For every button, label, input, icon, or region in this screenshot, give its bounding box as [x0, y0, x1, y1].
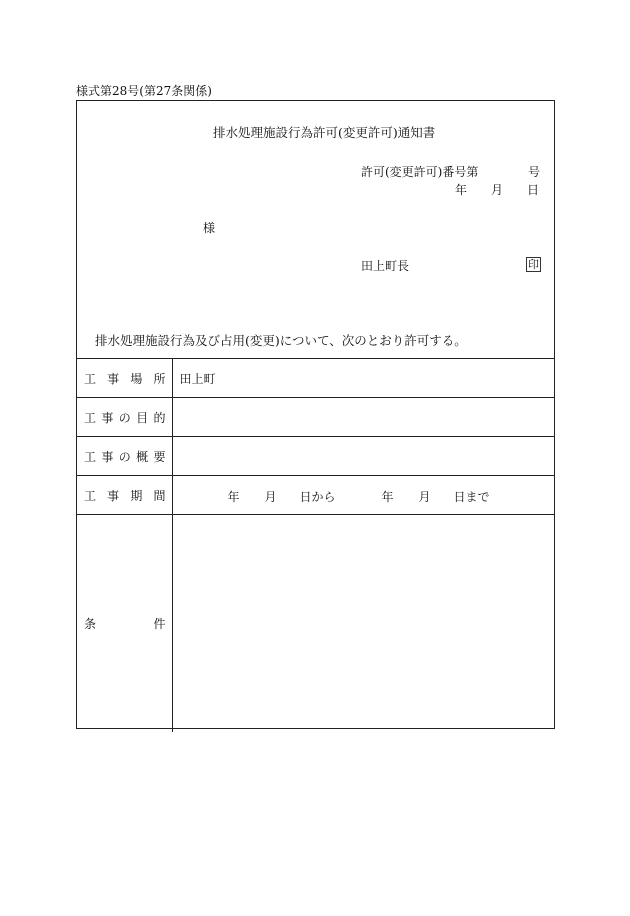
period-value: [172, 476, 555, 515]
date-day: 日: [527, 183, 540, 197]
row-location: [76, 359, 555, 398]
period-end-day: 日まで: [453, 490, 490, 504]
purpose-value: [172, 398, 555, 437]
form-number: 様式第28号(第27条関係): [76, 84, 212, 98]
purpose-label: 工事の目的: [76, 398, 172, 437]
period-end-year: 年: [381, 490, 394, 504]
document-title: 排水処理施設行為許可(変更許可)通知書: [213, 125, 436, 140]
period-start-month: 月: [264, 490, 277, 504]
issuer-name: 田上町長: [361, 259, 410, 273]
row-period: [76, 476, 555, 515]
notice-form: [76, 100, 555, 729]
addressee-honorific: 様: [203, 221, 216, 235]
overview-value: [172, 437, 555, 476]
row-purpose: [76, 398, 555, 437]
period-start-day: 日から: [299, 490, 336, 504]
location-label: 工事場所: [76, 359, 172, 398]
intro-text: 排水処理施設行為及び占用(変更)について、次のとおり許可する。: [95, 333, 467, 348]
seal-stamp: 印: [528, 258, 539, 271]
date-year: 年: [455, 183, 468, 197]
period-end-month: 月: [418, 490, 431, 504]
period-start-year: 年: [227, 490, 240, 504]
details-table: [76, 358, 555, 732]
overview-label: 工事の概要: [76, 437, 172, 476]
permit-number-suffix: 号: [528, 165, 541, 179]
row-conditions: [76, 515, 555, 733]
location-value: 田上町: [172, 359, 555, 398]
conditions-value: [172, 515, 555, 733]
conditions-label: 条件: [76, 515, 172, 733]
date-month: 月: [491, 183, 504, 197]
row-overview: [76, 437, 555, 476]
permit-number-label: 許可(変更許可)番号第: [361, 165, 479, 179]
period-label: 工事期間: [76, 476, 172, 515]
